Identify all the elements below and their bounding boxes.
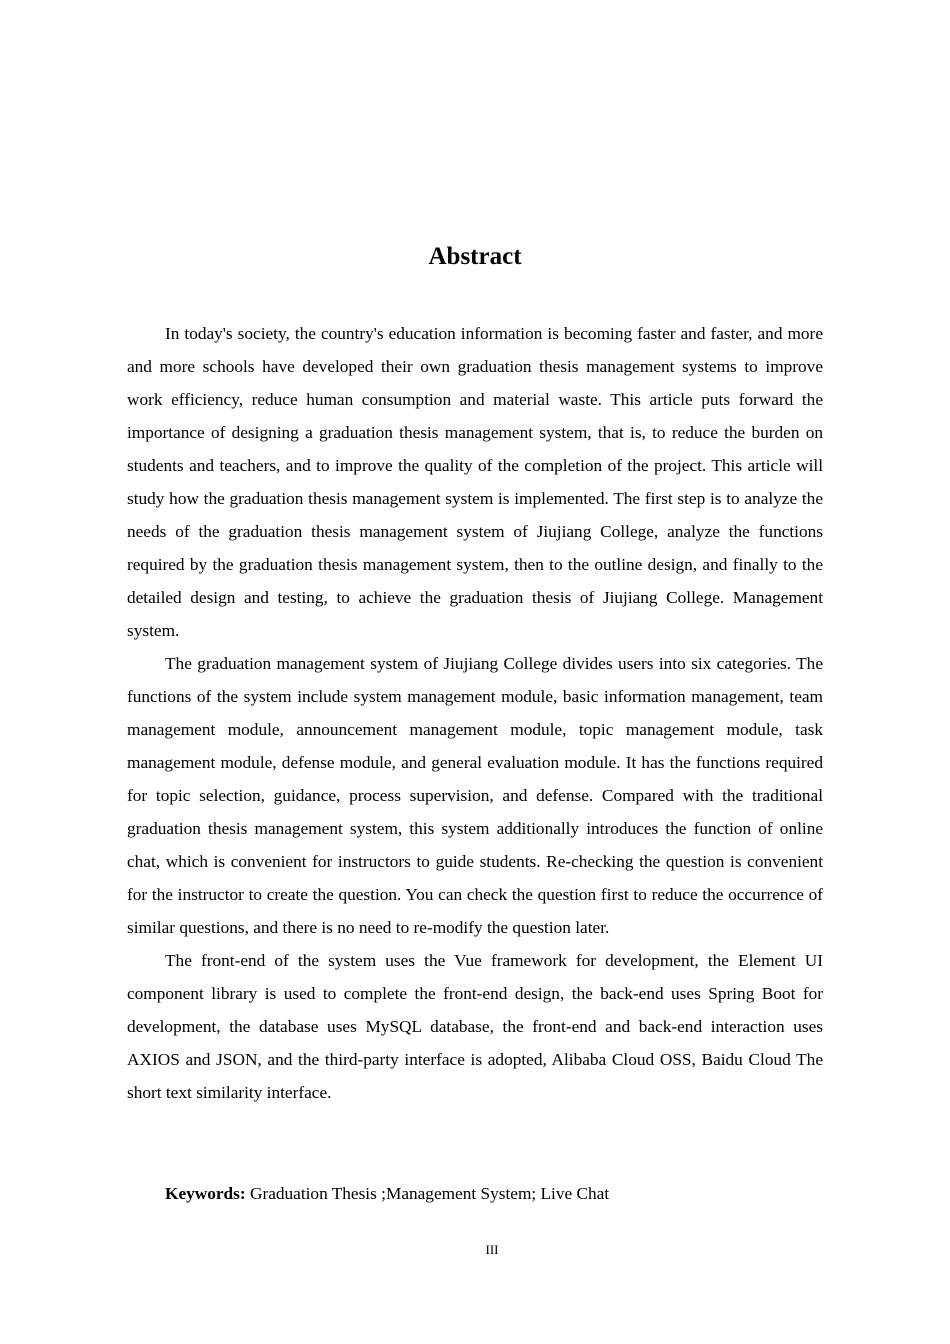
keywords-value: Graduation Thesis ;Management System; Live Chat <box>249 1184 610 1203</box>
abstract-title: Abstract <box>428 243 522 270</box>
abstract-body <box>127 317 823 1109</box>
page-number: III <box>485 1242 499 1257</box>
keywords-label: Keywords: <box>165 1184 246 1203</box>
keywords-line <box>165 1177 825 1210</box>
abstract-paragraph-2: The graduation management system of Jiujiang College divides users into six categories. The functions of the system include system management module, basic information management, team management module, announcement management module, topic management module, task management module, defense module, and general evaluation module. It has the functions required for topic selection, guidance, process supervision, and defense. Compared with the traditional graduation thesis management system, this system additionally introduces the function of online chat, which is convenient for instructors to guide students. Re-checking the question is convenient for the instructor to create the question. You can check the question first to reduce the occurrence of similar questions, and there is no need to re-modify the question later. <box>127 654 823 937</box>
abstract-paragraph-1: In today's society, the country's education information is becoming faster and faster, and more and more schools have developed their own graduation thesis management systems to improve work efficiency, reduce human consumption and material waste. This article puts forward the importance of designing a graduation thesis management system, that is, to reduce the burden on students and teachers, and to improve the quality of the completion of the project. This article will study how the graduation thesis management system is implemented. The first step is to analyze the needs of the graduation thesis management system of Jiujiang College, analyze the functions required by the graduation thesis management system, then to the outline design, and finally to the detailed design and testing, to achieve the graduation thesis of Jiujiang College. Management system. <box>127 324 823 640</box>
abstract-paragraph-3: The front-end of the system uses the Vue framework for development, the Element UI component library is used to complete the front-end design, the back-end uses Spring Boot for development, the database uses MySQL database, the front-end and back-end interaction uses AXIOS and JSON, and the third-party interface is adopted, Alibaba Cloud OSS, Baidu Cloud The short text similarity interface. <box>127 951 823 1102</box>
